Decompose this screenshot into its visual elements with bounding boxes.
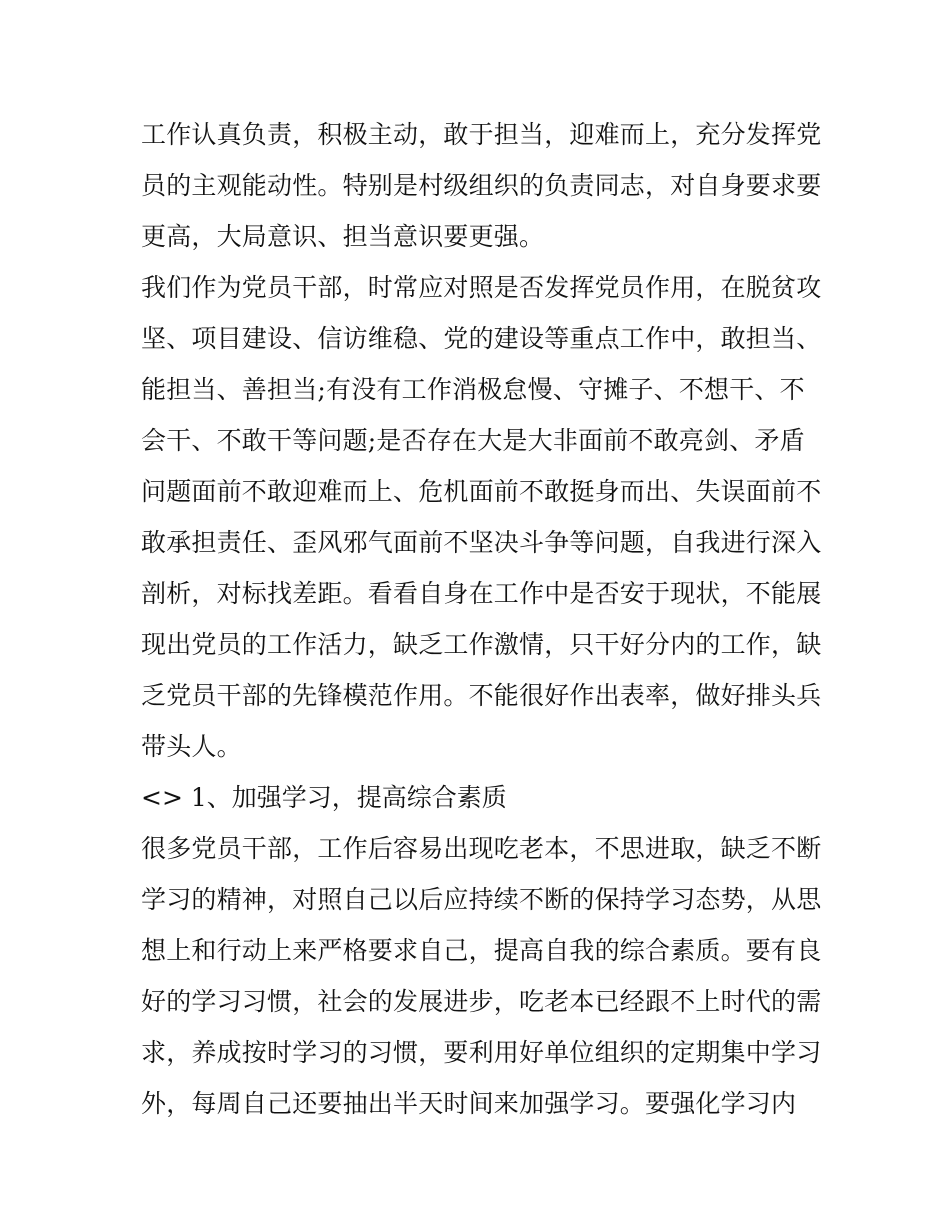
text-line: 工作认真负责，积极主动，敢于担当，迎难而上，充分发挥党 xyxy=(141,120,822,149)
text-line: 好的学习习惯，社会的发展进步，吃老本已经跟不上时代的需 xyxy=(141,987,822,1016)
section-heading: <> 1、加强学习，提高综合素质 xyxy=(141,783,507,812)
text-line: 坚、项目建设、信访维稳、党的建设等重点工作中，敢担当、 xyxy=(141,324,822,353)
text-line: 敢承担责任、歪风邪气面前不坚决斗争等问题，自我进行深入 xyxy=(141,528,822,557)
text-line: 乏党员干部的先锋模范作用。不能很好作出表率，做好排头兵 xyxy=(141,681,822,710)
text-line: 剖析，对标找差距。看看自身在工作中是否安于现状，不能展 xyxy=(141,579,822,608)
text-line: 现出党员的工作活力，缺乏工作激情，只干好分内的工作，缺 xyxy=(141,630,822,659)
paragraph-3 xyxy=(141,823,821,1129)
text-line: 更高，大局意识、担当意识要更强。 xyxy=(141,222,545,251)
text-line: 很多党员干部，工作后容易出现吃老本，不思进取，缺乏不断 xyxy=(141,834,822,863)
text-line: 能担当、善担当;有没有工作消极怠慢、守摊子、不想干、不 xyxy=(141,375,805,404)
text-line: 员的主观能动性。特别是村级组织的负责同志，对自身要求要 xyxy=(141,171,822,200)
text-line: 会干、不敢干等问题;是否存在大是大非面前不敢亮剑、矛盾 xyxy=(141,426,805,455)
paragraph-1 xyxy=(141,109,821,262)
document-body xyxy=(141,109,821,1129)
text-line: 求，养成按时学习的习惯，要利用好单位组织的定期集中学习 xyxy=(141,1038,822,1067)
text-line: 想上和行动上来严格要求自己，提高自我的综合素质。要有良 xyxy=(141,936,822,965)
text-line: 外，每周自己还要抽出半天时间来加强学习。要强化学习内 xyxy=(141,1089,797,1118)
text-line: 带头人。 xyxy=(141,732,242,761)
text-line: 学习的精神，对照自己以后应持续不断的保持学习态势，从思 xyxy=(141,885,822,914)
text-line: 问题面前不敢迎难而上、危机面前不敢挺身而出、失误面前不 xyxy=(141,477,822,506)
text-line: 我们作为党员干部，时常应对照是否发挥党员作用，在脱贫攻 xyxy=(141,273,822,302)
paragraph-2 xyxy=(141,262,821,772)
